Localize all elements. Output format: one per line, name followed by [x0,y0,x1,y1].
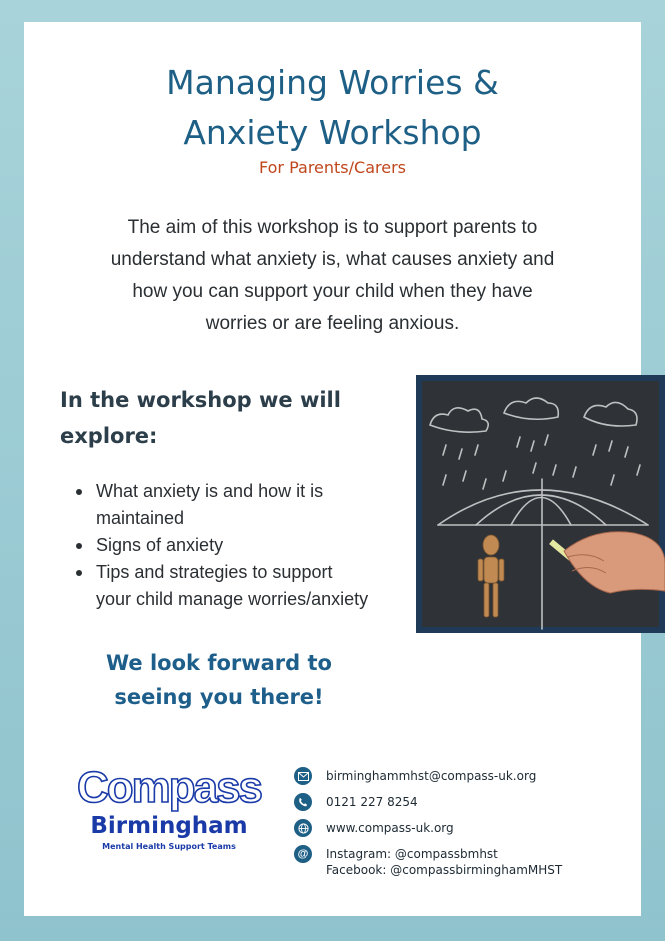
list-item-line: Signs of anxiety [96,535,224,555]
instagram-handle[interactable]: Instagram: @compassbmhst [326,847,498,861]
closing-line: We look forward to [106,651,332,675]
phone-icon [294,793,312,811]
envelope-icon [294,767,312,785]
contact-list [294,767,624,881]
contact-phone [294,793,624,819]
intro-line: how you can support your child when they have [132,281,533,302]
list-item-line: Tips and strategies to support [96,562,333,582]
subtitle: For Parents/Carers [259,158,406,177]
logo-brand: Compass [76,763,262,812]
email-link[interactable]: birminghammhst@compass-uk.org [326,769,537,783]
contact-website [294,819,624,845]
closing-line: seeing you there! [114,685,324,709]
list-item-line: maintained [96,508,185,528]
list-item [74,478,394,532]
page-title [24,58,641,158]
intro-line: The aim of this workshop is to support parents to [127,217,538,238]
facebook-handle[interactable]: Facebook: @compassbirminghamMHST [326,863,563,877]
website-link[interactable]: www.compass-uk.org [326,821,454,835]
topics-list [74,478,394,613]
globe-icon [294,819,312,837]
logo-city: Birmingham [90,813,248,839]
compass-birmingham-logo [74,764,264,856]
phone-number[interactable]: 0121 227 8254 [326,795,418,809]
explore-heading-line: explore: [60,424,158,448]
list-item-line: What anxiety is and how it is [96,481,324,501]
intro-paragraph [84,212,581,340]
contact-email [294,767,624,793]
contact-social [294,845,624,881]
closing-message [64,646,374,714]
list-item [74,559,394,613]
logo-tagline: Mental Health Support Teams [102,842,236,851]
social-handles [326,846,562,878]
intro-line: understand what anxiety is, what causes anxiety and [110,249,555,270]
list-item-line: your child manage worries/anxiety [96,589,369,609]
at-sign-icon: @ [294,845,312,863]
explore-heading-line: In the workshop we will [60,388,341,412]
flyer [24,22,641,916]
intro-line: worries or are feeling anxious. [205,313,460,334]
title-line-1: Managing Worries & [166,63,499,102]
explore-heading [60,382,380,454]
umbrella-photo [416,375,665,633]
list-item [74,532,394,559]
title-line-2: Anxiety Workshop [183,113,482,152]
